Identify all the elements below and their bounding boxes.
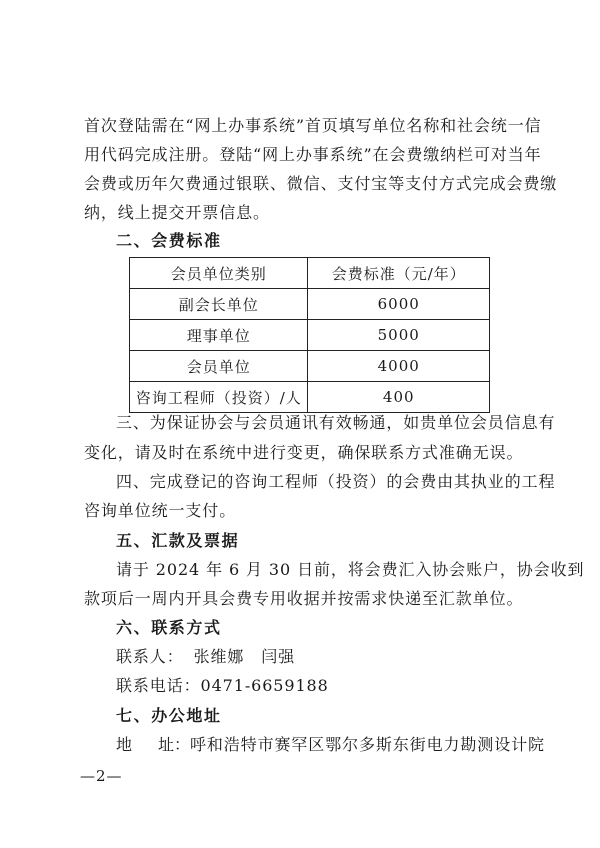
paragraph-line: 四、完成登记的咨询工程师（投资）的会费由其执业的工程 bbox=[116, 472, 556, 491]
paragraph-line: 三、为保证协会与会员通讯有效畅通，如贵单位会员信息有 bbox=[116, 413, 556, 432]
table-cell-fee: 400 bbox=[308, 382, 490, 413]
table-row bbox=[130, 289, 490, 320]
address-label: 地 址： bbox=[116, 735, 190, 754]
contact-phone: 0471-6659188 bbox=[200, 676, 329, 695]
contact-person-line bbox=[116, 647, 524, 667]
table-row bbox=[130, 351, 490, 382]
table-cell-fee: 5000 bbox=[308, 320, 490, 351]
section-heading-remittance: 五、汇款及票据 bbox=[116, 531, 240, 550]
office-address-line bbox=[116, 735, 545, 755]
paragraph-line: 首次登陆需在“网上办事系统”首页填写单位名称和社会统一信 bbox=[84, 116, 542, 135]
contact-phone-label: 联系电话： bbox=[116, 676, 201, 695]
table-header-member-type: 会员单位类别 bbox=[130, 258, 308, 289]
paragraph-line: 请于 2024 年 6 月 30 日前，将会费汇入协会账户，协会收到 bbox=[116, 560, 585, 579]
section-heading-fee-standard: 二、会费标准 bbox=[116, 231, 222, 250]
table-cell-member-type: 副会长单位 bbox=[130, 289, 308, 320]
contact-persons: 张维娜 闫强 bbox=[193, 647, 296, 666]
table-header-row bbox=[130, 258, 490, 289]
contact-person-label: 联系人： bbox=[116, 647, 184, 666]
paragraph-line: 变化，请及时在系统中进行变更，确保联系方式准确无误。 bbox=[84, 443, 524, 462]
table-row bbox=[130, 320, 490, 351]
table-cell-fee: 4000 bbox=[308, 351, 490, 382]
table-row bbox=[130, 382, 490, 413]
table-cell-member-type: 会员单位 bbox=[130, 351, 308, 382]
page-number: —2— bbox=[80, 767, 123, 785]
paragraph-line: 纳，线上提交开票信息。 bbox=[84, 203, 270, 222]
fee-standard-table bbox=[129, 257, 490, 413]
paragraph-line: 咨询单位统一支付。 bbox=[84, 501, 237, 520]
section-heading-contact: 六、联系方式 bbox=[116, 618, 222, 637]
office-address: 呼和浩特市赛罕区鄂尔多斯东街电力勘测设计院 bbox=[190, 735, 545, 754]
paragraph-line: 会费或历年欠费通过银联、微信、支付宝等支付方式完成会费缴 bbox=[84, 174, 558, 193]
section-heading-office-address: 七、办公地址 bbox=[116, 706, 222, 725]
paragraph-line: 款项后一周内开具会费专用收据并按需求快递至汇款单位。 bbox=[84, 589, 524, 608]
table-header-fee-standard: 会费标准（元/年） bbox=[308, 258, 490, 289]
table-cell-fee: 6000 bbox=[308, 289, 490, 320]
table-cell-member-type: 咨询工程师（投资）/人 bbox=[130, 382, 308, 413]
contact-phone-line bbox=[116, 676, 524, 696]
paragraph-line: 用代码完成注册。登陆“网上办事系统”在会费缴纳栏可对当年 bbox=[84, 145, 542, 164]
table-cell-member-type: 理事单位 bbox=[130, 320, 308, 351]
